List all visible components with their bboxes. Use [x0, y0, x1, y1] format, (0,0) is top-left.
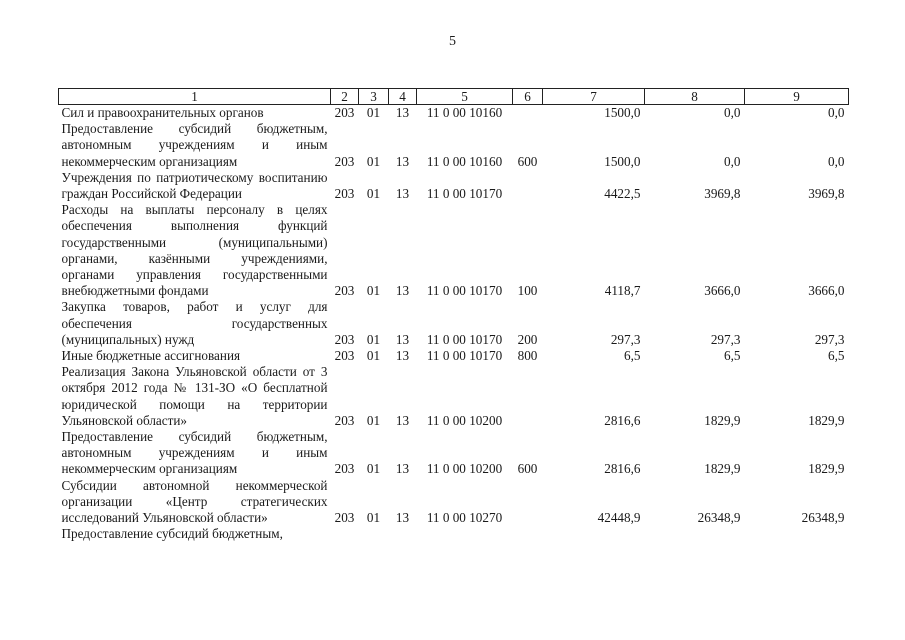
cell-code-6: 100 — [517, 283, 538, 299]
cell-code-2: 203 — [334, 412, 355, 428]
cell-code-6: 600 — [517, 153, 538, 169]
cell-code-6 — [513, 364, 543, 429]
cell-amount-7: 2816,6 — [604, 461, 641, 477]
cell-code-2: 203 — [334, 461, 355, 477]
cell-code-6 — [513, 478, 543, 527]
cell-code-2: 203 — [334, 105, 355, 120]
table-row — [59, 429, 849, 478]
table-row — [59, 348, 849, 364]
cell-code-5: 11 0 00 10160 — [426, 153, 503, 169]
cell-code-6 — [513, 526, 543, 542]
header-col-1: 1 — [59, 89, 331, 105]
cell-amount-9: 0,0 — [828, 153, 845, 169]
cell-code-2: 203 — [334, 283, 355, 299]
cell-code-3: 01 — [366, 510, 381, 526]
cell-code-4: 13 — [395, 412, 410, 428]
cell-code-3: 01 — [366, 105, 381, 120]
cell-code-2: 203 — [334, 348, 355, 364]
cell-amount-8: 6,5 — [724, 348, 741, 364]
table-body — [59, 105, 849, 543]
cell-code-3 — [359, 526, 389, 542]
cell-code-3: 01 — [366, 283, 381, 299]
table-row — [59, 170, 849, 202]
row-name: Учреждения по патриотическому воспитанию граждан Российской Федерации — [61, 169, 328, 202]
table-header — [59, 89, 849, 105]
cell-amount-7: 42448,9 — [597, 510, 641, 526]
row-name: Расходы на выплаты персоналу в целях обеспечения выполнения функций государственными (муниципальными) органами, казёнными учреждениями, органами управления государственными внебюджетными фондами — [61, 202, 328, 299]
cell-amount-7: 6,5 — [624, 348, 641, 364]
cell-amount-7: 2816,6 — [604, 412, 641, 428]
cell-code-4: 13 — [395, 283, 410, 299]
cell-code-3: 01 — [366, 153, 381, 169]
cell-code-4: 13 — [395, 186, 410, 202]
cell-amount-7: 4422,5 — [604, 186, 641, 202]
row-name: Предоставление субсидий бюджетным, — [61, 526, 283, 542]
header-col-8: 8 — [645, 89, 745, 105]
cell-code-4: 13 — [395, 348, 410, 364]
table-row — [59, 364, 849, 429]
cell-code-5: 11 0 00 10200 — [426, 412, 503, 428]
cell-code-4: 13 — [395, 105, 410, 120]
cell-code-6 — [513, 105, 543, 122]
cell-amount-9: 3969,8 — [808, 186, 845, 202]
cell-amount-8: 3666,0 — [704, 283, 741, 299]
cell-amount-8: 3969,8 — [704, 186, 741, 202]
cell-code-6: 800 — [517, 348, 538, 364]
cell-code-3: 01 — [366, 461, 381, 477]
cell-amount-9: 0,0 — [828, 105, 845, 120]
cell-code-3: 01 — [366, 186, 381, 202]
header-col-4: 4 — [389, 89, 417, 105]
cell-code-5: 11 0 00 10160 — [426, 105, 503, 120]
cell-code-2: 203 — [334, 186, 355, 202]
cell-code-4: 13 — [395, 461, 410, 477]
cell-amount-9: 297,3 — [814, 331, 845, 347]
cell-code-5: 11 0 00 10200 — [426, 461, 503, 477]
header-col-5: 5 — [417, 89, 513, 105]
cell-amount-8: 297,3 — [710, 331, 741, 347]
table-row — [59, 121, 849, 170]
cell-code-4 — [389, 526, 417, 542]
page-number: 5 — [449, 34, 456, 49]
cell-code-3: 01 — [366, 412, 381, 428]
cell-amount-8: 26348,9 — [697, 510, 741, 526]
row-name: Сил и правоохранительных органов — [61, 105, 264, 120]
cell-code-5 — [417, 526, 513, 542]
row-name: Предоставление субсидий бюджетным, автономным учреждениям и иным некоммерческим организациям — [61, 429, 328, 477]
cell-code-2: 203 — [334, 331, 355, 347]
cell-code-5: 11 0 00 10170 — [426, 283, 503, 299]
header-col-7: 7 — [543, 89, 645, 105]
table-row — [59, 526, 849, 542]
cell-code-5: 11 0 00 10270 — [426, 510, 503, 526]
cell-amount-8: 0,0 — [724, 153, 741, 169]
cell-amount-9: 6,5 — [828, 348, 845, 364]
cell-code-2 — [331, 526, 359, 542]
table-row — [59, 478, 849, 527]
cell-amount-9: 1829,9 — [808, 412, 845, 428]
cell-code-6: 200 — [517, 331, 538, 347]
cell-amount-9: 3666,0 — [808, 283, 845, 299]
row-name: Субсидии автономной некоммерческой организации «Центр стратегических исследований Ульяновской области» — [61, 477, 328, 526]
row-name: Предоставление субсидий бюджетным, автономным учреждениям и иным некоммерческим организациям — [61, 121, 328, 169]
cell-amount-9: 1829,9 — [808, 461, 845, 477]
cell-code-3: 01 — [366, 331, 381, 347]
cell-code-5: 11 0 00 10170 — [426, 348, 503, 364]
cell-amount-8: 1829,9 — [704, 412, 741, 428]
header-col-6: 6 — [513, 89, 543, 105]
table-row — [59, 105, 849, 122]
header-col-3: 3 — [359, 89, 389, 105]
cell-amount-7: 1500,0 — [604, 153, 641, 169]
cell-amount-8: 0,0 — [724, 105, 741, 120]
cell-amount-9 — [745, 526, 849, 542]
row-name: Закупка товаров, работ и услуг для обеспечения государственных (муниципальных) нужд — [61, 299, 328, 347]
cell-code-4: 13 — [395, 153, 410, 169]
cell-code-5: 11 0 00 10170 — [426, 186, 503, 202]
table-row — [59, 202, 849, 299]
table-row — [59, 299, 849, 348]
cell-code-2: 203 — [334, 510, 355, 526]
cell-code-4: 13 — [395, 331, 410, 347]
row-name: Реализация Закона Ульяновской области от 3 октября 2012 года № 131-ЗО «О бесплатной юридической помощи на территории Ульяновской области» — [61, 364, 328, 428]
row-name: Иные бюджетные ассигнования — [61, 348, 241, 364]
cell-amount-9: 26348,9 — [801, 510, 845, 526]
cell-amount-7: 1500,0 — [604, 105, 641, 120]
cell-code-6 — [513, 170, 543, 202]
cell-code-6: 600 — [517, 461, 538, 477]
cell-amount-7: 297,3 — [610, 331, 641, 347]
cell-amount-8 — [645, 526, 745, 542]
budget-table — [58, 88, 849, 542]
header-col-2: 2 — [331, 89, 359, 105]
cell-code-5: 11 0 00 10170 — [426, 331, 503, 347]
cell-amount-7: 4118,7 — [604, 283, 641, 299]
cell-code-4: 13 — [395, 510, 410, 526]
cell-amount-8: 1829,9 — [704, 461, 741, 477]
header-col-9: 9 — [745, 89, 849, 105]
cell-code-3: 01 — [366, 348, 381, 364]
cell-code-2: 203 — [334, 153, 355, 169]
cell-amount-7 — [543, 526, 645, 542]
